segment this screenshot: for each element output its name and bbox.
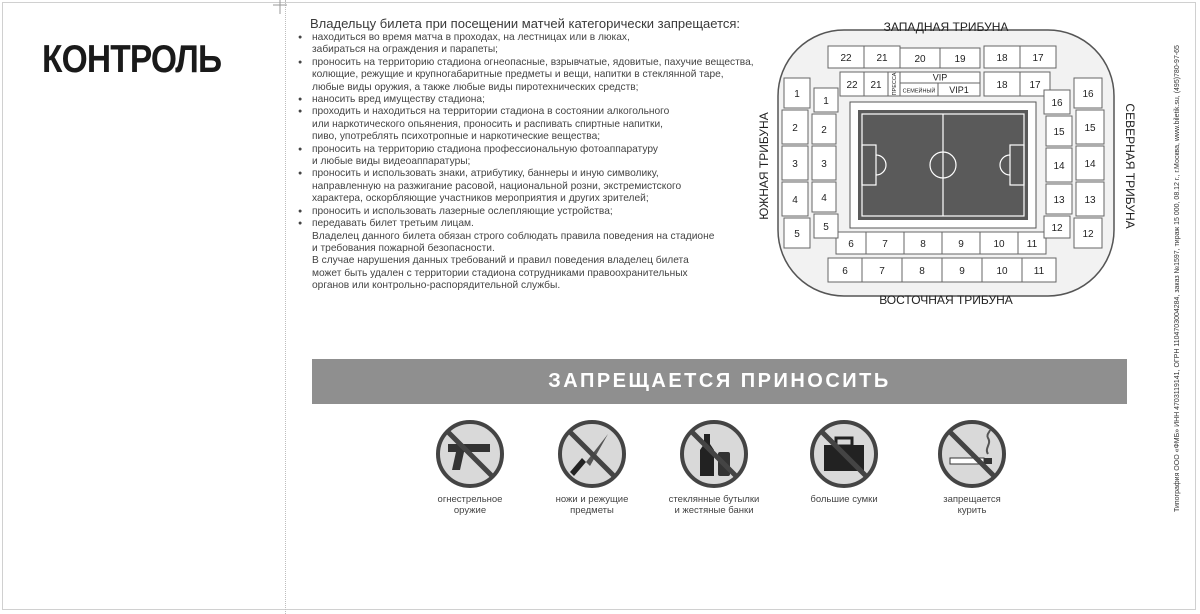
rule-item: ● передавать билет третьим лицам. <box>298 218 798 230</box>
east-stand-label: ВОСТОЧНАЯ ТРИБУНА <box>879 293 1013 307</box>
sector-number: 8 <box>919 266 925 277</box>
rule-item: ● наносить вред имуществу стадиона; <box>298 94 798 106</box>
west-inner-sectors <box>840 72 1050 96</box>
stadium-map <box>752 14 1142 314</box>
prohibited-caption: ножи и режущие предметы <box>555 494 629 516</box>
imprint-vertical <box>1165 20 1189 520</box>
gun-icon <box>434 418 506 490</box>
prohibited-caption: большие сумки <box>810 494 878 505</box>
stub-title: КОНТРОЛЬ <box>42 38 222 81</box>
sector-number: 6 <box>848 239 854 250</box>
sector-number: 18 <box>996 80 1008 91</box>
sector-number: 22 <box>846 80 858 91</box>
sector-number: 16 <box>1051 98 1063 109</box>
south-outer-sectors <box>782 78 810 248</box>
sector-number: 11 <box>1033 266 1045 277</box>
imprint-text: Типография ООО «ФМБ» ИНН 4703119141, ОГРН 1104703004284, заказ №1597, тираж 15 000, 08.12 г., г.Москва, www.biletik.su, (495)780-97-65 <box>1174 45 1181 512</box>
south-inner-sectors <box>812 88 838 238</box>
sector-number: 17 <box>1029 80 1041 91</box>
sector-number: 1 <box>794 89 800 100</box>
tear-line <box>285 0 286 614</box>
sector-number: 5 <box>823 222 829 233</box>
crop-mark <box>271 0 289 14</box>
sector-number: 1 <box>823 96 829 107</box>
rule-item: ● проносить и использовать лазерные ослепляющие устройства; <box>298 206 798 218</box>
rules-block <box>298 16 798 293</box>
east-inner-sectors <box>836 232 1046 254</box>
prohibited-caption: стеклянные бутылки и жестяные банки <box>668 494 760 516</box>
prohibited-item <box>784 418 904 505</box>
prohibited-item <box>410 418 530 516</box>
north-inner-sectors <box>1044 90 1072 238</box>
west-stand-label: ЗАПАДНАЯ ТРИБУНА <box>883 20 1009 34</box>
prohibited-item <box>912 418 1032 516</box>
bag-icon <box>808 418 880 490</box>
rules-paragraph: Владелец данного билета обязан строго соблюдать правила поведения на стадионе и требования пожарной безопасности. <box>312 230 715 254</box>
sector-number: 12 <box>1051 223 1063 234</box>
press-label: ПРЕССА <box>892 72 898 96</box>
sector-number: 15 <box>1084 123 1096 134</box>
prohibited-caption: запрещается курить <box>943 494 1001 516</box>
prohibited-item <box>654 418 774 516</box>
sector-number: 13 <box>1053 195 1065 206</box>
prohibited-icons <box>410 418 1050 528</box>
east-outer-sectors <box>828 258 1056 282</box>
south-stand-label: ЮЖНАЯ ТРИБУНА <box>757 112 771 220</box>
rule-item: ● проносить на территорию стадиона огнеопасные, взрывчатые, ядовитые, пахучие вещества, колющие, режущие и крупногабаритные предметы и вещи, напитки в стеклянной таре, любые виды оружия, а также любые виды пиротехнических средств; <box>298 57 798 94</box>
sector-number: 6 <box>842 266 848 277</box>
north-outer-sectors <box>1074 78 1104 248</box>
sector-number: 14 <box>1053 161 1065 172</box>
rule-item: ● находиться во время матча в проходах, на лестницах или в люках, забираться на ограждения и парапеты; <box>298 32 798 57</box>
sector-number: 10 <box>993 239 1005 250</box>
sector-number: 7 <box>879 266 885 277</box>
knife-icon <box>556 418 628 490</box>
prohibited-item <box>532 418 652 516</box>
sector-number: 8 <box>920 239 926 250</box>
sector-number: 5 <box>794 229 800 240</box>
sector-number: 15 <box>1053 127 1065 138</box>
prohibited-caption: огнестрельное оружие <box>437 494 503 516</box>
sector-number: 3 <box>792 159 798 170</box>
sector-number: 13 <box>1084 195 1096 206</box>
bottles-icon <box>678 418 750 490</box>
sector-number: 9 <box>959 266 965 277</box>
sector-number: 2 <box>821 125 827 136</box>
north-stand-label: СЕВЕРНАЯ ТРИБУНА <box>1123 103 1137 229</box>
vip-label: VIP <box>932 72 948 83</box>
sector-number: 3 <box>821 159 827 170</box>
sector-number: 4 <box>821 193 827 204</box>
sector-number: 19 <box>954 54 966 65</box>
family-label: СЕМЕЙНЫЙ <box>902 88 936 95</box>
sector-number: 18 <box>996 53 1008 64</box>
sector-number: 10 <box>996 266 1008 277</box>
prohibited-banner: ЗАПРЕЩАЕТСЯ ПРИНОСИТЬ <box>312 359 1127 404</box>
rules-heading: Владельцу билета при посещении матчей категорически запрещается: <box>310 16 741 31</box>
sector-number: 16 <box>1082 89 1094 100</box>
vip1-label: VIP1 <box>949 85 969 95</box>
sector-number: 2 <box>792 123 798 134</box>
sector-number: 4 <box>792 195 798 206</box>
sector-number: 17 <box>1032 53 1044 64</box>
rule-item: ● проносить на территорию стадиона профессиональную фотоаппаратуру и любые виды видеоаппаратуры; <box>298 144 798 169</box>
rule-item: ● проносить и использовать знаки, атрибутику, баннеры и иную символику, направленную на разжигание расовой, национальной розни, экстремистского характера, оскорбляющие участников мероприятия и других зрителей; <box>298 168 798 205</box>
west-outer-sectors <box>828 46 1056 68</box>
sector-number: 21 <box>870 80 882 91</box>
sector-number: 20 <box>914 54 926 65</box>
cigarette-icon <box>936 418 1008 490</box>
sector-number: 21 <box>876 53 888 64</box>
sector-number: 11 <box>1026 239 1038 250</box>
sector-number: 12 <box>1082 229 1094 240</box>
rules-paragraph: В случае нарушения данных требований и правил поведения владелец билета может быть удален с территории стадиона сотрудниками правоохранительных органов или контрольно-распорядительной службы. <box>312 255 689 292</box>
rules-list <box>298 32 798 231</box>
rule-item: ● проходить и находиться на территории стадиона в состоянии алкогольного или наркотического опьянения, проносить и распивать спиртные напитки, пиво, употреблять психотропные и наркотические вещества; <box>298 106 798 143</box>
sector-number: 7 <box>882 239 888 250</box>
sector-number: 22 <box>840 53 852 64</box>
sector-number: 14 <box>1084 159 1096 170</box>
sector-number: 9 <box>958 239 964 250</box>
